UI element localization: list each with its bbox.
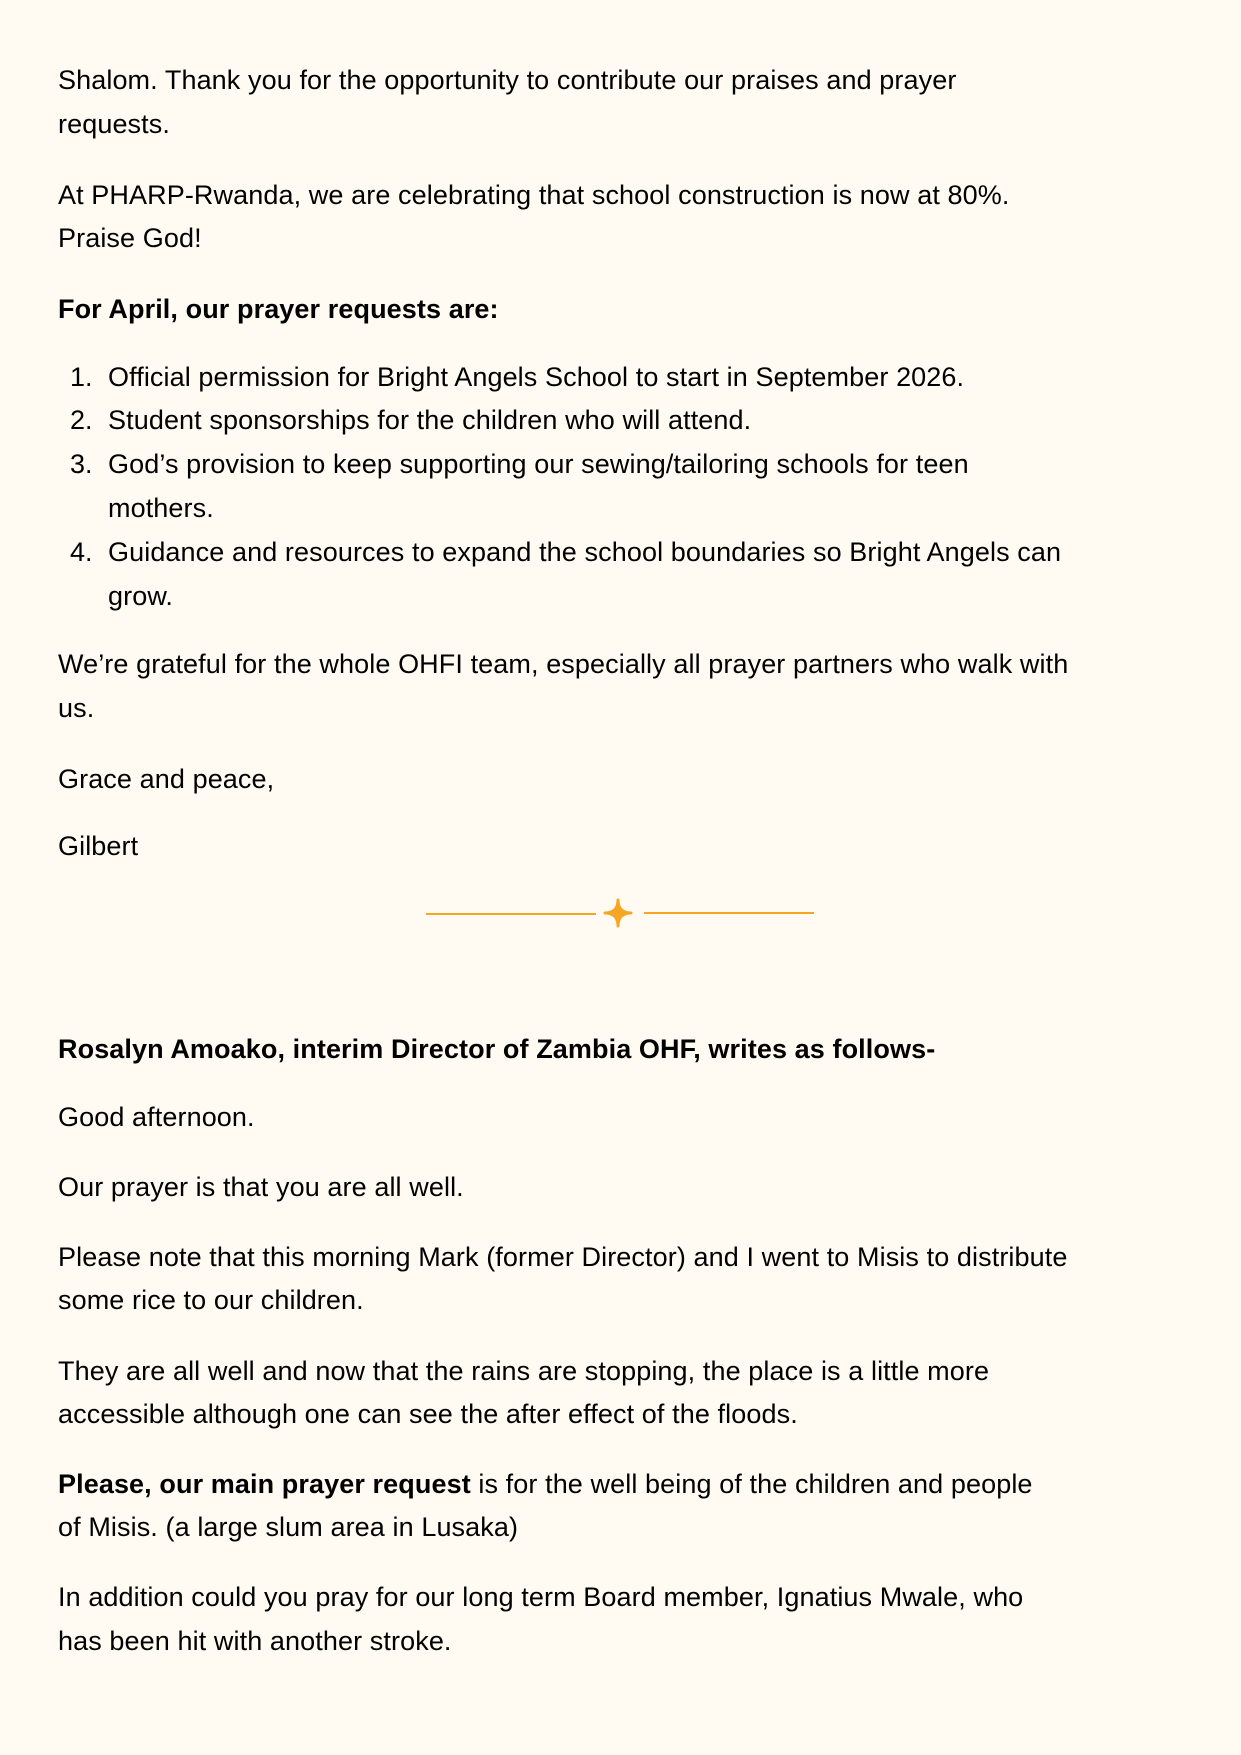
list-item: Student sponsorships for the children who will attend. (108, 405, 752, 435)
additional-line-1: In addition could you pray for our long term Board member, Ignatius Mwale, who (58, 1582, 1024, 1612)
zambia-greeting: Good afternoon. (58, 1102, 255, 1132)
list-number: 3. (70, 449, 93, 479)
additional-line-2: has been hit with another stroke. (58, 1626, 452, 1656)
signature: Gilbert (58, 831, 139, 861)
greeting-line-2: requests. (58, 109, 170, 139)
section-divider (426, 897, 816, 929)
list-item-continued: mothers. (108, 493, 214, 523)
prayer-requests-heading: For April, our prayer requests are: (58, 294, 499, 324)
closing: Grace and peace, (58, 764, 275, 794)
note-line-1: Please note that this morning Mark (former Director) and I went to Misis to distribute (58, 1242, 1068, 1272)
main-request-text: is for the well being of the children and people (470, 1469, 1033, 1499)
sparkle-star-icon (605, 900, 631, 926)
praise-line-1: At PHARP-Rwanda, we are celebrating that school construction is now at 80%. (58, 180, 1010, 210)
zambia-wish: Our prayer is that you are all well. (58, 1172, 464, 1202)
greeting-line-1: Shalom. Thank you for the opportunity to contribute our praises and prayer (58, 65, 957, 95)
gratitude-line-1: We’re grateful for the whole OHFI team, especially all prayer partners who walk with (58, 649, 1069, 679)
list-item: Official permission for Bright Angels School to start in September 2026. (108, 362, 965, 392)
gratitude-line-2: us. (58, 693, 95, 723)
list-number: 1. (70, 362, 93, 392)
list-number: 2. (70, 405, 93, 435)
list-item-continued: grow. (108, 581, 174, 611)
note-line-2: some rice to our children. (58, 1285, 364, 1315)
praise-line-2: Praise God! (58, 223, 202, 253)
main-request-line-2: of Misis. (a large slum area in Lusaka) (58, 1512, 519, 1542)
list-item: God’s provision to keep supporting our sewing/tailoring schools for teen (108, 449, 969, 479)
list-number: 4. (70, 537, 93, 567)
update-line-1: They are all well and now that the rains are stopping, the place is a little more (58, 1356, 990, 1386)
main-request-line-1 (58, 1467, 1033, 1501)
list-item: Guidance and resources to expand the school boundaries so Bright Angels can (108, 537, 1062, 567)
main-request-emphasis: Please, our main prayer request (58, 1469, 471, 1499)
zambia-heading: Rosalyn Amoako, interim Director of Zambia OHF, writes as follows- (58, 1034, 936, 1064)
update-line-2: accessible although one can see the after effect of the floods. (58, 1399, 798, 1429)
